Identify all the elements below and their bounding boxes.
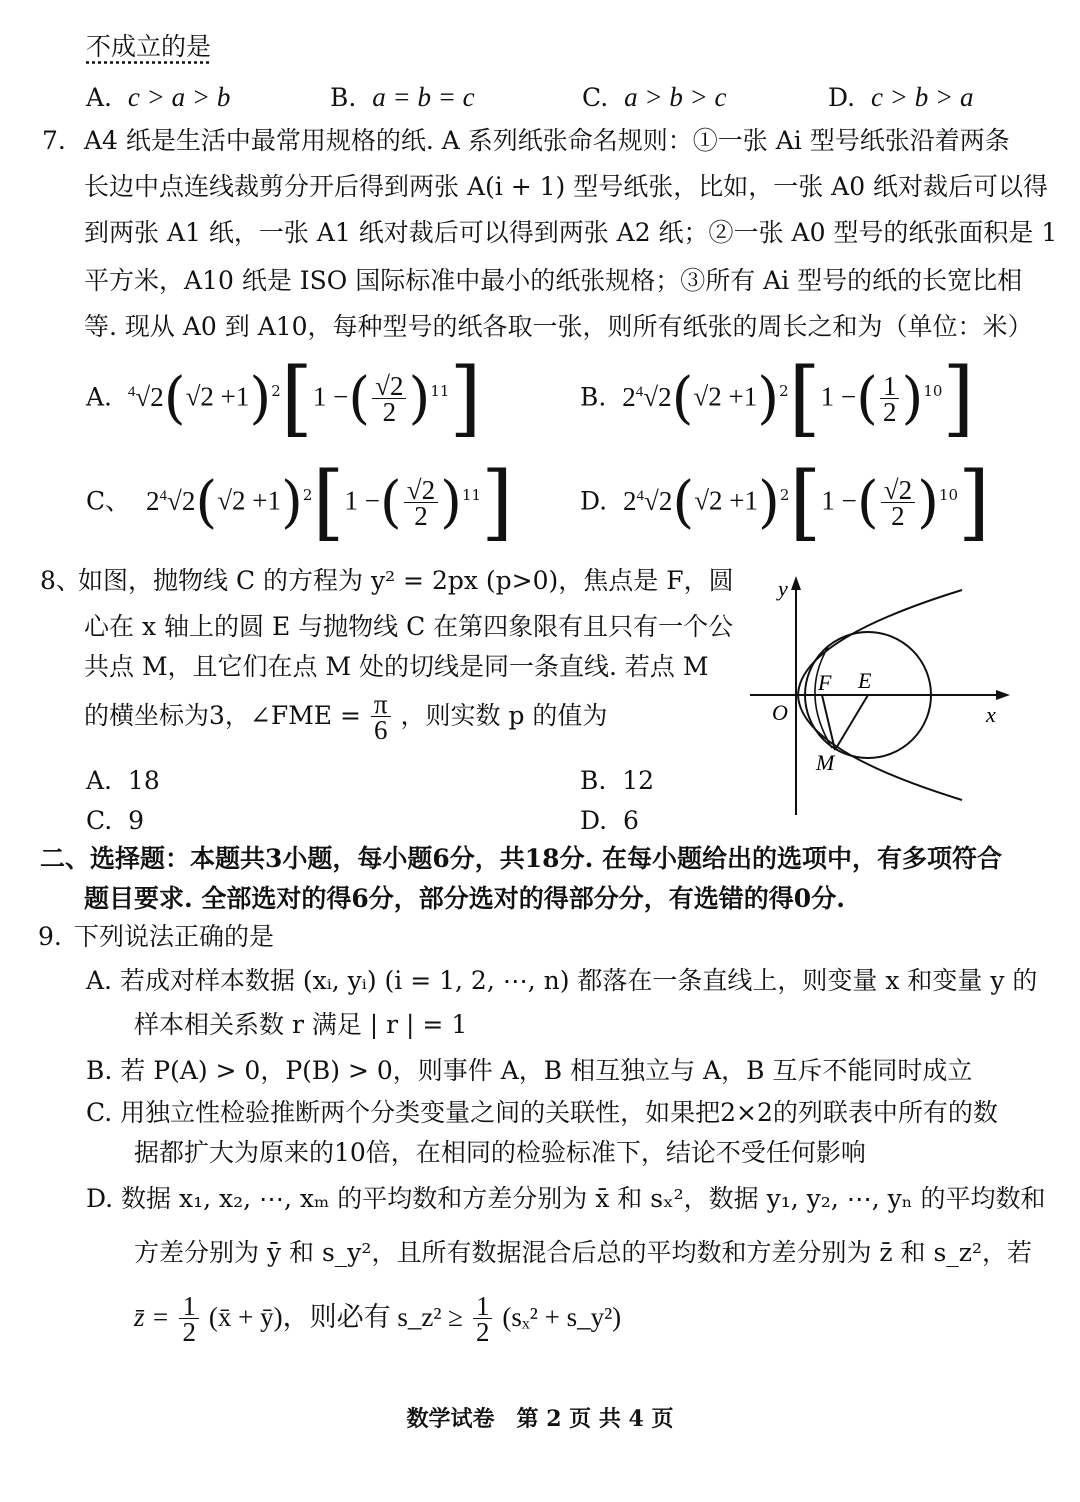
q6-option-a: A. c > a > b [86, 82, 231, 112]
section2-line-1: 二、选择题：本题共3小题，每小题6分，共18分. 在每小题给出的选项中，有多项符合 [40, 844, 1002, 873]
q7-option-b: B. $2^4√2(√2 +1)^2[1$ −( $\frac{1}{2}$ )$^{10}$] [580, 351, 975, 446]
q8-option-a: A. 18 [86, 766, 160, 795]
q9-option-d-line-1: D. 数据 x₁, x₂, ⋯, xₘ 的平均数和方差分别为 x̄ 和 sₓ²，数据 y₁, y₂, ⋯, yₙ 的平均数和 [86, 1184, 1046, 1213]
q8-line-4: 的横坐标为3，∠FME = $\frac{\pi}{6}$ ，则实数 p 的值为 [84, 689, 608, 745]
q8-line-1: 如图，抛物线 C 的方程为 y² = 2px (p>0)，焦点是 F，圆 [78, 566, 734, 595]
q9-number: 9. [38, 922, 62, 951]
q9-option-c-line-2: 据都扩大为原来的10倍，在相同的检验标准下，结论不受任何影响 [134, 1138, 866, 1167]
q9-option-a-line-2: 样本相关系数 r 满足 | r | = 1 [134, 1010, 468, 1039]
q8-option-c: C. 9 [86, 806, 144, 835]
q9-option-b: B. 若 P(A) > 0，P(B) > 0，则事件 A，B 相互独立与 A，B 互斥不能同时成立 [86, 1056, 973, 1085]
y-axis-arrow [791, 576, 801, 590]
q6-option-c: C. a > b > c [582, 82, 727, 112]
q9-option-d-line-2: 方差分别为 ȳ 和 s_y²，且所有数据混合后总的平均数和方差分别为 z̄ 和 s_z²，若 [134, 1238, 1032, 1267]
q7-option-c: C、 $2^4√2(√2 +1)^2[1$ −( $\frac{√2}{2}$ )$^{11}$] [86, 455, 514, 550]
label-y: y [778, 576, 788, 601]
q7-line-2: 长边中点连线裁剪分开后得到两张 A(i + 1) 型号纸张，比如，一张 A0 纸对裁后可以得 [84, 172, 1049, 201]
q8-line-3: 共点 M，且它们在点 M 处的切线是同一条直线. 若点 M [84, 652, 709, 681]
q7-option-a: A. $^4√2(√2 +1)^2[1$ −( $\frac{√2}{2}$ )$^{11}$] [86, 351, 482, 446]
q7-line-3: 到两张 A1 纸，一张 A1 纸对裁后可以得到两张 A2 纸；②一张 A0 型号的纸张面积是 1 [84, 218, 1058, 247]
q6-option-b: B. a = b = c [330, 82, 475, 112]
label-o: O [772, 700, 788, 725]
segment-em [835, 695, 868, 750]
q8-number: 8、 [40, 566, 81, 595]
q8-line-2: 心在 x 轴上的圆 E 与抛物线 C 在第四象限有且只有一个公 [84, 612, 734, 641]
section2-line-2: 题目要求. 全部选对的得6分，部分选对的得部分分，有选错的得0分. [84, 884, 845, 913]
q8-option-b: B. 12 [580, 766, 655, 795]
q9-stem: 下列说法正确的是 [74, 922, 275, 951]
q9-option-d-line-3: z̄ = $\frac{1}{2}$ (x̄ + ȳ)，则必有 s_z² ≥ $\frac{1}{2}$ (sₓ² + s_y²) [134, 1291, 622, 1347]
q7-number: 7. [42, 126, 66, 155]
q9-option-c-line-1: C. 用独立性检验推断两个分类变量之间的关联性，如果把2×2的列联表中所有的数 [86, 1098, 998, 1127]
label-e: E [858, 668, 872, 693]
q7-option-d: D. $2^4√2(√2 +1)^2[1$ −( $\frac{√2}{2}$ )$^{10}$] [580, 455, 991, 550]
q6-option-d: D. c > b > a [828, 82, 974, 112]
x-axis-arrow [996, 690, 1010, 700]
label-f: F [818, 670, 832, 695]
page-footer: 数学试卷 第 2 页 共 4 页 [406, 1406, 674, 1432]
parabola-figure [740, 570, 1020, 820]
label-x: x [986, 702, 996, 727]
q7-line-5: 等. 现从 A0 到 A10，每种型号的纸各取一张，则所有纸张的周长之和为（单位：米） [84, 312, 1033, 341]
label-m: M [816, 750, 835, 775]
q7-line-4: 平方米，A10 纸是 ISO 国际标准中最小的纸张规格；③所有 Ai 型号的纸的长宽比相 [84, 266, 1023, 295]
q6-tail-text: 不成立的是 [86, 32, 212, 61]
q8-option-d: D. 6 [580, 806, 639, 835]
q9-option-a-line-1: A. 若成对样本数据 (xᵢ, yᵢ) (i = 1, 2, ⋯, n) 都落在一条直线上，则变量 x 和变量 y 的 [86, 966, 1038, 995]
q7-line-1: A4 纸是生活中最常用规格的纸. A 系列纸张命名规则：①一张 Ai 型号纸张沿着两条 [84, 126, 1010, 155]
